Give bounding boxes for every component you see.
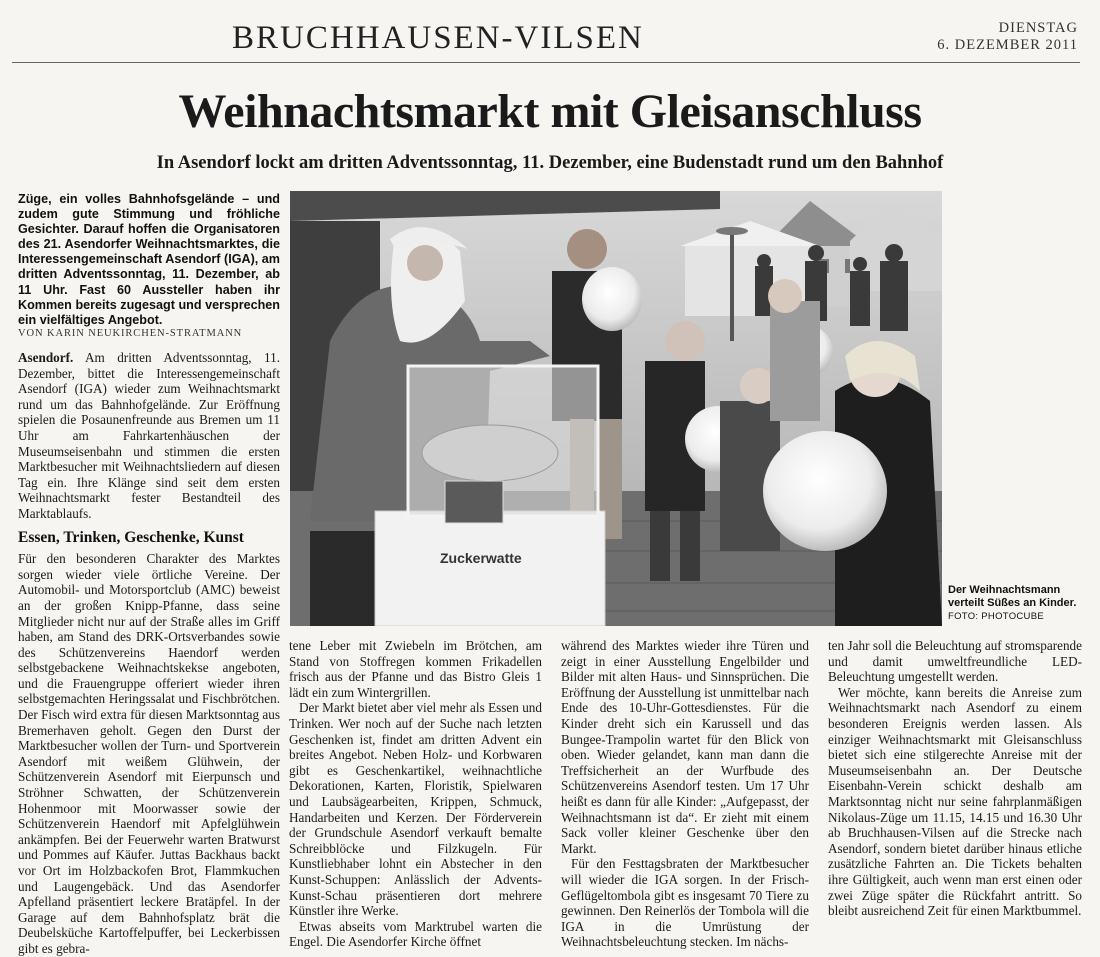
dateline: Asendorf. bbox=[18, 350, 74, 365]
article-column-3 bbox=[561, 638, 809, 950]
paragraph-text: Am dritten Adventssonntag, 11. Dezember, bittet die Interessengemeinschaft Asendorf (IGA) wieder zum Weihnachtsmarkt rund um das Bahnhofgelände. Zur Eröffnung spielen die Posaunenfreunde aus Bremen um 11 Uhr am Fahrkartenhäuschen der Museumseisenbahn und stimmen die ersten Marktbesucher mit Weihnachtsliedern auf diesen Tag ein. Ihre Klänge sind seit dem ersten Weihnachtsmarkt fester Bestandteil des Marktablaufs. bbox=[18, 350, 280, 521]
paragraph: Der Markt bietet aber viel mehr als Essen und Trinken. Wer noch auf der Suche nach letzten Geschenken ist, findet am dritten Advent ein breites Angebot. Neben Holz- und Korbwaren gibt es Geschenkartikel, weihnachtliche Dekorationen, Karten, Floristik, Spielwaren und Laubsägearbeiten, Krippen, Schmuck, Handarbeiten und Kerzen. Der Förderverein der Grundschule Asendorf verkauft bemalte Schreibblöcke und Filzkugeln. Für Kunstliebhaber lohnt ein Abstecher in den Kunst-Schuppen: Anlässlich der Advents-Kunst-Schau präsentieren dort mehrere Künstler ihre Werke. bbox=[289, 700, 542, 919]
weekday: DIENSTAG bbox=[998, 20, 1078, 36]
paragraph: Für den Festtagsbraten der Marktbesucher will wieder die IGA sorgen. In der Frisch-Geflügeltombola gibt es insgesamt 70 Tiere zu gewinnen. Den Reinerlös der Tombola will die IGA in die Umrüstung der Weihnachtsbeleuchtung stecken. Im nächs- bbox=[561, 856, 809, 950]
paragraph bbox=[18, 350, 280, 522]
photo-caption bbox=[948, 584, 1084, 623]
subheadline: In Asendorf lockt am dritten Adventssonntag, 11. Dezember, eine Budenstadt rund um den Bahnhof bbox=[156, 153, 944, 173]
photo-illustration bbox=[290, 191, 942, 626]
byline: VON KARIN NEUKIRCHEN-STRATMANN bbox=[18, 328, 243, 339]
caption-text: Der Weihnachtsmann verteilt Süßes an Kinder. bbox=[948, 584, 1077, 609]
paragraph: ten Jahr soll die Beleuchtung auf stromsparende und damit umweltfreundliche LED-Beleuchtung umgestellt werden. bbox=[828, 638, 1082, 685]
paragraph: während des Marktes wieder ihre Türen und zeigt in einer Ausstellung Engelbilder und Bilder mit alten Haus- und Sinnsprüchen. Die Eröffnung der Ausstellung ist unmittelbar nach Ende des 10-Uhr-Gottesdienstes. Für die Kinder dreht sich ein Karussell und das Bungee-Trampolin wartet für den Blick von oben. Wieder gelandet, kann man dann die Treffsicherheit an der Wurfbude des Schützenvereins Asendorf testen. Um 17 Uhr heißt es dann für alle Kinder: „Aufgepasst, der Weihnachtsmann ist da“. Er zieht mit einem Sack voller kleiner Geschenke über den Markt. bbox=[561, 638, 809, 856]
paragraph: Für den besonderen Charakter des Marktes sorgen wieder viele örtliche Vereine. Der Automobil- und Motorsportclub (AMC) beweist an der großen Knipp-Pfanne, dass seine Mitglieder nicht nur auf der Straße alles im Griff haben, am Stand des DRK-Ortsverbandes sowie des Schützenvereins Haendorf werden selbstgebackene Weihnachtskekse angeboten, und die Frauengruppe offeriert wieder ihren selbstgemachten Heringssalat und Fischbrötchen. Der Fisch wird extra für diesen Marktsonntag aus Bremerhaven geholt. Gegen den Durst der Marktbesucher wollen der Turn- und Sportverein Asendorf mit weißem Glühwein, der Schützenverein Asendorf mit Eierpunsch und Ströhner Schwatten, der Schützenverein Hohenmoor mit Moorwasser sowie der Schützenverein Haendorf mit Apfelglühwein ankämpfen. Bei der Feuerwehr warten Bratwurst und Pommes auf Käufer. Juttas Backhaus backt vor Ort im Holzbackofen Brot, Flammkuchen und Laugengebäck. Und das Asendorfer Apfelland präsentiert leckere Bratäpfel. In der Garage auf dem Bahnhofsplatz brät die Deubelsküche Kartoffelpuffer, bei Leckerbissen gibt es gebra- bbox=[18, 551, 280, 956]
header-rule bbox=[12, 62, 1080, 63]
lead-paragraph: Züge, ein volles Bahnhofsgelände – und zudem gute Stimmung und fröhliche Gesichter. Darauf hoffen die Organisatoren des 21. Asendorfer Weihnachtsmarktes, die Interessengemeinschaft Asendorf (IGA), am dritten Adventssonntag, 11. Dezember, ab 11 Uhr. Fast 60 Aussteller haben ihr Kommen bereits zugesagt und versprechen ein vielfältiges Angebot. bbox=[18, 192, 280, 327]
date: 6. DEZEMBER 2011 bbox=[937, 37, 1078, 53]
intertitle: Essen, Trinken, Geschenke, Kunst bbox=[18, 528, 244, 546]
issue-date bbox=[937, 20, 1078, 54]
article-column-4 bbox=[828, 638, 1082, 919]
paragraph: Etwas abseits vom Marktrubel warten die Engel. Die Asendorfer Kirche öffnet bbox=[289, 918, 542, 950]
paragraph: tene Leber mit Zwiebeln im Brötchen, am Stand von Stoffregen kommen Frikadellen frisch aus der Pfanne und das Bistro Gleis 1 lädt ein zum Wintergrillen. bbox=[289, 638, 542, 700]
paragraph: Wer möchte, kann bereits die Anreise zum Weihnachtsmarkt nach Asendorf zu einem besonderen Ereignis werden lassen. Als einziger Weihnachtsmarkt mit Gleisanschluss bietet sich eine stilgerechte Anreise mit der Museumseisenbahn an. Der Deutsche Eisenbahn-Verein schickt deshalb am Marktsonntag nicht nur seine fahrplanmäßigen Nikolaus-Züge um 11.15, 14.15 und 16.30 Uhr ab Bruchhausen-Vilsen auf die Strecke nach Asendorf, sondern bietet darüber hinaus etliche zusätzliche Fahrten an. Die Tickets behalten ihre Gültigkeit, auch wenn man erst einen oder zwei Züge später die Rückfahrt antritt. So bleibt ausreichend Zeit für einen Marktbummel. bbox=[828, 684, 1082, 919]
stand-sign: Zuckerwatte bbox=[440, 550, 522, 566]
article-column-2 bbox=[289, 638, 542, 950]
headline: Weihnachtsmarkt mit Gleisanschluss bbox=[178, 85, 922, 138]
article-column-1 bbox=[18, 350, 280, 957]
section-name: BRUCHHAUSEN-VILSEN bbox=[232, 20, 644, 56]
photo-credit: FOTO: PHOTOCUBE bbox=[948, 611, 1044, 622]
article-photo bbox=[290, 191, 942, 626]
